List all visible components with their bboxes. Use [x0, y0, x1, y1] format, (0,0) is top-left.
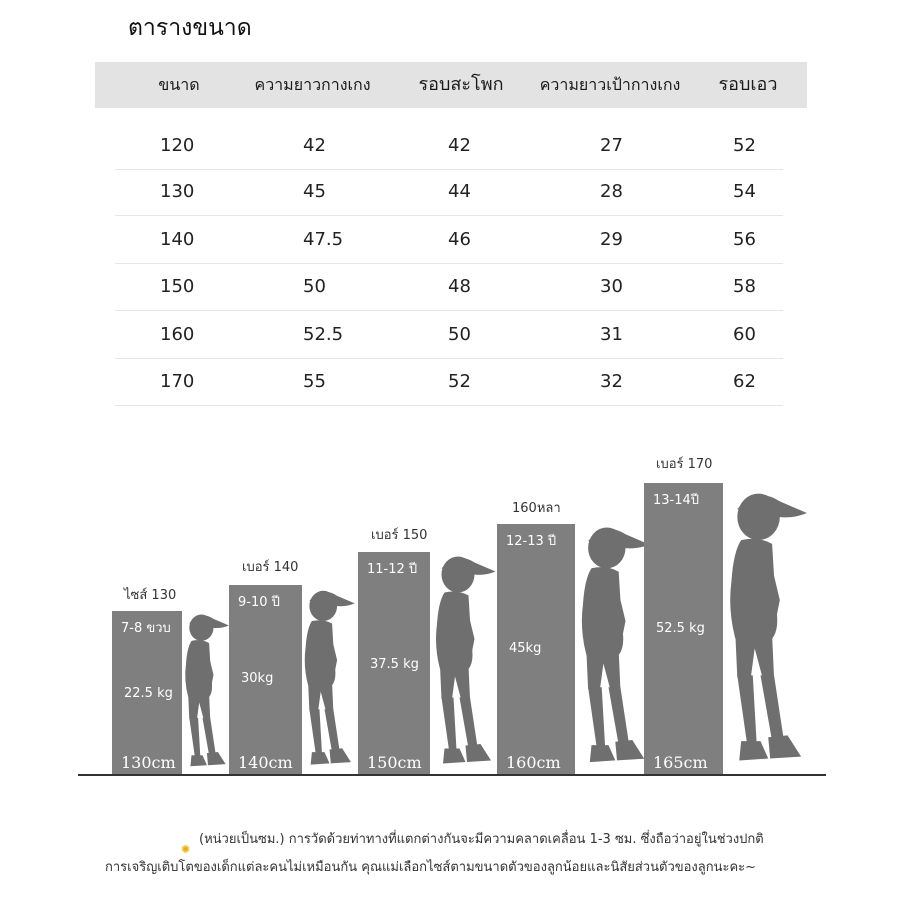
header-size: ขนาด	[158, 75, 200, 94]
bar-weight-label: 52.5 kg	[656, 621, 705, 636]
bar-size-label: เบอร์ 140	[242, 560, 299, 575]
note-line-2: การเจริญเติบโตของเด็กแต่ละคนไม่เหมือนกัน คุณแม่เลือกไซส์ตามขนาดตัวของลูกน้อยและนิสัยส่วนตัวของลูกนะคะ~	[105, 860, 757, 875]
table-row	[115, 122, 783, 170]
table-cell: 44	[448, 181, 471, 202]
bar-height-label: 140cm	[238, 753, 293, 772]
bar-size-label: เบอร์ 170	[656, 457, 713, 472]
table-cell: 46	[448, 229, 471, 250]
table-cell: 62	[733, 371, 756, 392]
table-cell: 170	[160, 371, 195, 392]
table-row	[115, 311, 783, 359]
sparkle-icon: ✺	[181, 843, 191, 856]
header-pants-length: ความยาวกางเกง	[254, 75, 371, 94]
table-row	[115, 216, 783, 264]
table-cell: 28	[600, 181, 623, 202]
bar-age-label: 11-12 ปี	[367, 562, 418, 577]
bar-size-label: ไซส์ 130	[124, 588, 177, 603]
child-silhouette-icon	[422, 549, 497, 774]
table-row	[115, 263, 783, 311]
bar-height-label: 150cm	[367, 753, 422, 772]
bar-age-label: 9-10 ปี	[238, 595, 280, 610]
bar-weight-label: 45kg	[509, 641, 542, 656]
bar-weight-label: 22.5 kg	[124, 686, 173, 701]
header-crotch-length: ความยาวเป้ากางเกง	[539, 75, 681, 94]
child-silhouette-icon	[712, 484, 809, 774]
chart-bar	[358, 552, 430, 774]
table-cell: 54	[733, 181, 756, 202]
table-cell: 52	[733, 135, 756, 156]
child-silhouette-icon	[293, 584, 356, 774]
ground-line	[78, 774, 826, 776]
bar-weight-label: 30kg	[241, 671, 274, 686]
table-cell: 30	[600, 276, 623, 297]
table-row	[115, 168, 783, 216]
bar-weight-label: 37.5 kg	[370, 657, 419, 672]
bar-age-label: 12-13 ปี	[506, 534, 557, 549]
table-cell: 29	[600, 229, 623, 250]
table-cell: 160	[160, 324, 195, 345]
table-cell: 42	[303, 135, 326, 156]
table-cell: 60	[733, 324, 756, 345]
table-cell: 55	[303, 371, 326, 392]
table-cell: 120	[160, 135, 195, 156]
bar-height-label: 160cm	[506, 753, 561, 772]
table-header	[95, 62, 807, 108]
bar-age-label: 13-14ปี	[653, 493, 700, 508]
bar-size-label: 160หลา	[512, 501, 561, 516]
header-hip: รอบสะโพก	[418, 74, 504, 95]
table-cell: 50	[448, 324, 471, 345]
child-silhouette-icon	[175, 609, 230, 774]
table-cell: 52	[448, 371, 471, 392]
chart-bar	[112, 611, 182, 774]
bar-age-label: 7-8 ขวบ	[121, 621, 171, 636]
chart-bar	[229, 585, 302, 774]
chart-bar	[497, 524, 575, 774]
table-cell: 56	[733, 229, 756, 250]
table-cell: 42	[448, 135, 471, 156]
bar-height-label: 165cm	[653, 753, 708, 772]
child-silhouette-icon	[566, 519, 651, 774]
table-cell: 47.5	[303, 229, 344, 250]
header-waist: รอบเอว	[718, 74, 778, 95]
table-cell: 150	[160, 276, 195, 297]
table-cell: 31	[600, 324, 623, 345]
table-cell: 45	[303, 181, 326, 202]
note-line-1: (หน่วยเป็นซม.) การวัดด้วยท่าทางที่แตกต่างกันจะมีความคลาดเคลื่อน 1-3 ซม. ซึ่งถือว่าอยู่ในช่วงปกติ	[199, 832, 764, 847]
table-cell: 32	[600, 371, 623, 392]
page-title: ตารางขนาด	[128, 15, 252, 41]
table-cell: 27	[600, 135, 623, 156]
bar-size-label: เบอร์ 150	[371, 528, 428, 543]
table-cell: 58	[733, 276, 756, 297]
bar-height-label: 130cm	[121, 753, 176, 772]
table-cell: 130	[160, 181, 195, 202]
table-cell: 48	[448, 276, 471, 297]
table-cell: 50	[303, 276, 326, 297]
table-cell: 52.5	[303, 324, 344, 345]
table-cell: 140	[160, 229, 195, 250]
table-row	[115, 358, 783, 406]
